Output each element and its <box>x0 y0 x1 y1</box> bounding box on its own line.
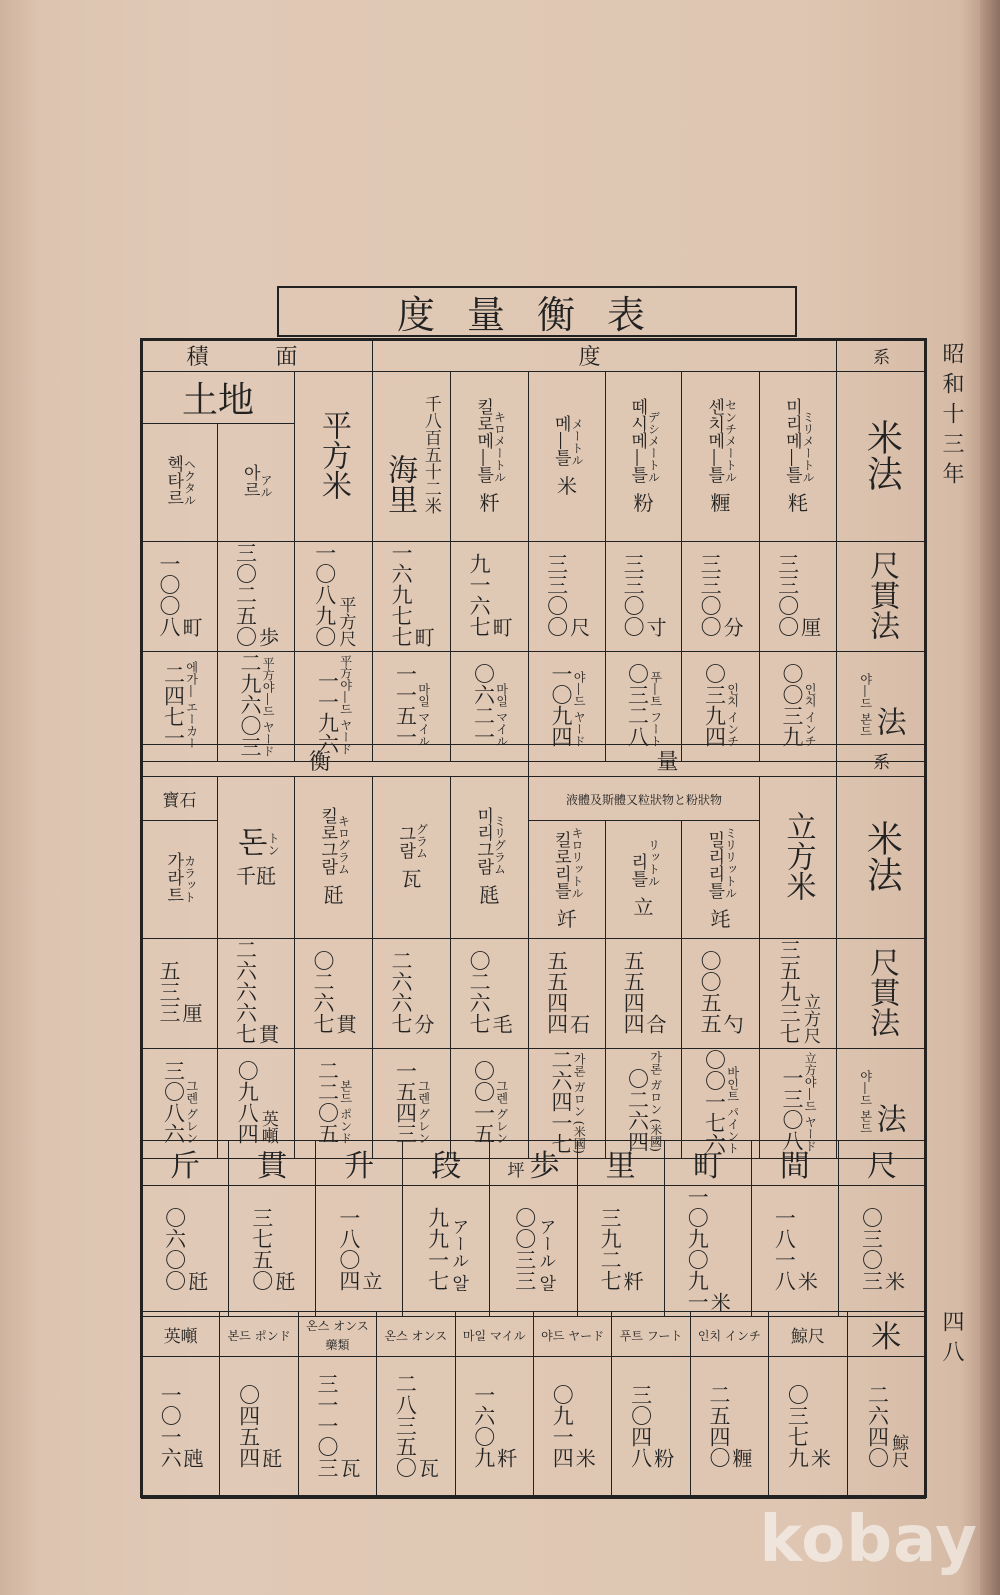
cell-ri: 三九二七粁 <box>577 1186 664 1317</box>
hdr-long-ton: 英噸 <box>142 1312 220 1357</box>
cell-l-shaku: 五五四四合 <box>606 939 682 1049</box>
cell-cm-shaku: 三三〇〇分 <box>682 542 760 652</box>
cell-ton-shaku: 二六六六七貫 <box>218 939 295 1049</box>
cell-mm-yard: 〇〇三九인치 インチ <box>760 652 837 762</box>
yard-system-label: 야―드 본드法 <box>837 652 927 762</box>
metric-system-label-2: 米法 <box>837 777 927 939</box>
col-kilometer: 킬로메―틀キロメートル 粁 <box>451 372 529 542</box>
hdr-tan: 段 <box>403 1141 490 1186</box>
hdr-troy-ounce: 온스 オンス 藥類 <box>298 1312 376 1357</box>
cell-sho: 一八〇四立 <box>316 1186 403 1317</box>
hdr-kujira: 鯨尺 <box>769 1312 847 1357</box>
cell-cm-yard: 〇三九四인치 インチ <box>682 652 760 762</box>
hdr-ken: 間 <box>751 1141 838 1186</box>
cell-mile: 一六〇九粁 <box>455 1357 533 1499</box>
group-area-header: 積 面 <box>142 340 373 372</box>
hdr-kan: 貫 <box>229 1141 316 1186</box>
cell-km-shaku: 九一六七町 <box>451 542 529 652</box>
hdr-cho: 町 <box>664 1141 751 1186</box>
cell-nm-yard: 一一五一마일 マイル <box>373 652 451 762</box>
col-milligram: 미리그람ミリグラム 瓱 <box>451 777 529 939</box>
col-meter: 메―틀メートル 米 <box>529 372 606 542</box>
col-are: 아르アル <box>218 424 295 542</box>
shakkan-conversion-table <box>141 1140 926 1317</box>
cell-sqm-shaku: 一〇八九〇平方尺 <box>295 542 373 652</box>
cell-m3-shaku: 三五九三七立方尺 <box>760 939 837 1049</box>
cell-bu: 〇〇三三アール 알 <box>490 1186 577 1317</box>
cell-kujira: 〇三七九米 <box>769 1357 847 1499</box>
cell-long-ton: 一〇一六瓲 <box>142 1357 220 1499</box>
cell-meter: 二六四〇鯨尺 <box>847 1357 925 1499</box>
col-centimeter: 센치메―틀センチメートル 糎 <box>682 372 760 542</box>
col-liter: 리틀リットル 立 <box>606 821 682 939</box>
side-page-number: 四八 <box>939 1310 964 1370</box>
cell-pound: 〇四五四瓩 <box>220 1357 298 1499</box>
weight-volume-table <box>141 744 927 1159</box>
page-title: 度量衡表 <box>396 293 677 337</box>
book-spine <box>980 0 1000 1595</box>
col-carat: 가라트カラット <box>142 821 218 939</box>
col-decimeter: 떼시메―틀デシメートル 粉 <box>606 372 682 542</box>
metric-system-label: 米法 <box>837 372 927 542</box>
cell-ken: 一八一八米 <box>751 1186 838 1317</box>
group-system-header: 系 <box>837 340 927 372</box>
title-box <box>277 286 797 337</box>
cell-ml-shaku: 〇〇五五勺 <box>682 939 760 1049</box>
cell-inch: 二五四〇糎 <box>690 1357 768 1499</box>
cell-kan: 三七五〇瓩 <box>229 1186 316 1317</box>
hdr-pound: 본드 ポンド <box>220 1312 298 1357</box>
cell-km-yard: 〇六二一마일 マイル <box>451 652 529 762</box>
cell-are-yard: 二九六〇三平方야―드 ヤード <box>218 652 295 762</box>
cell-kl-yard: 二六四一七가론 ガロン (米國) <box>529 1049 606 1159</box>
cell-are-shaku: 三〇二五〇歩 <box>218 542 295 652</box>
hdr-inch: 인치 インチ <box>690 1312 768 1357</box>
cell-ounce: 二八三五〇瓦 <box>377 1357 455 1499</box>
yard-system-label-2: 야―드 본드法 <box>837 1049 927 1159</box>
side-year: 昭和十三年 <box>939 342 964 492</box>
group-volume-header: 量 <box>529 745 837 777</box>
cell-kin: 〇六〇〇瓩 <box>142 1186 229 1317</box>
shakkan-system-label: 尺貫法 <box>837 542 927 652</box>
cell-kl-shaku: 五五四四石 <box>529 939 606 1049</box>
cell-foot: 三〇四八粉 <box>612 1357 690 1499</box>
cell-cho: 一〇九〇九一米 <box>664 1186 751 1317</box>
hdr-mile: 마일 マイル <box>455 1312 533 1357</box>
group-length-header: 度 <box>373 340 837 372</box>
hdr-yard: 야드 ヤード <box>533 1312 611 1357</box>
col-milliliter: 밀리리틀ミリリットル 竓 <box>682 821 760 939</box>
col-gem: 寶石 <box>142 777 218 821</box>
col-kiloliter: 킬로리틀キロリットル 竏 <box>529 821 606 939</box>
cell-mg-yard: 〇〇一五그렌 グレン <box>451 1049 529 1159</box>
cell-troy-ounce: 三一一〇三瓦 <box>298 1357 376 1499</box>
imperial-conversion-table <box>141 1311 926 1499</box>
cell-m-shaku: 三三〇〇尺 <box>529 542 606 652</box>
cell-mg-shaku: 〇二六七毛 <box>451 939 529 1049</box>
volume-note: 液體及斯體又粒狀物と粉狀物 <box>529 777 760 821</box>
hdr-meter: 米 <box>847 1312 925 1357</box>
cell-shaku: 〇三〇三米 <box>838 1186 925 1317</box>
col-sq-meter: 平方米 <box>295 372 373 542</box>
col-hectare: 헥타르ヘクタル <box>142 424 218 542</box>
cell-dm-shaku: 三三〇〇寸 <box>606 542 682 652</box>
cell-kg-yard: 二二〇五본드 ポンド <box>295 1049 373 1159</box>
cell-mm-shaku: 三三〇〇厘 <box>760 542 837 652</box>
hdr-ri: 里 <box>577 1141 664 1186</box>
length-area-table <box>141 339 927 762</box>
hdr-ounce: 온스 オンス <box>377 1312 455 1357</box>
cell-ml-yard: 〇〇一七六바인트 パイント <box>682 1049 760 1159</box>
watermark-logo: kobay <box>759 1503 978 1577</box>
cell-g-yard: 一五四三그렌 グレン <box>373 1049 451 1159</box>
col-millimeter: 미리메―틀ミリメートル 粍 <box>760 372 837 542</box>
cell-carat-shaku: 五三三厘 <box>142 939 218 1049</box>
cell-m3-yard: 一三〇八立方야―드 ヤード <box>760 1049 837 1159</box>
cell-tan: 九九一七アール 알 <box>403 1186 490 1317</box>
cell-hectare-shaku: 一〇〇八町 <box>142 542 218 652</box>
hdr-shaku: 尺 <box>838 1141 925 1186</box>
cell-ton-yard: 〇九八四英噸 <box>218 1049 295 1159</box>
cell-dm-yard: 〇三二八푸―트 フート <box>606 652 682 762</box>
col-gram: 그람グラム 瓦 <box>373 777 451 939</box>
cell-carat-yard: 三〇八六그렌 グレン <box>142 1049 218 1159</box>
cell-nm-shaku: 一六九七七町 <box>373 542 451 652</box>
hdr-foot: 푸트 フート <box>612 1312 690 1357</box>
cell-sqm-yard: 一一九六平方야―드 ヤード <box>295 652 373 762</box>
col-nautical-mile: 海里 千八百五十二米 <box>373 372 451 542</box>
cell-hectare-yard: 二四七一에가― エーカー <box>142 652 218 762</box>
cell-g-shaku: 二六六七分 <box>373 939 451 1049</box>
shakkan-system-label-2: 尺貫法 <box>837 939 927 1049</box>
col-kilogram: 킬로그람キログラム 瓩 <box>295 777 373 939</box>
col-land: 土地 <box>142 372 295 424</box>
cell-m-yard: 一〇九四야―드 ヤード <box>529 652 606 762</box>
cell-yard: 〇九一四米 <box>533 1357 611 1499</box>
group-system-header-2: 系 <box>837 745 927 777</box>
hdr-sho: 升 <box>316 1141 403 1186</box>
cell-kg-shaku: 〇二六七貫 <box>295 939 373 1049</box>
hdr-kin: 斤 <box>142 1141 229 1186</box>
group-weight-header: 衡 <box>142 745 529 777</box>
hdr-bu: 坪 歩 <box>490 1141 577 1186</box>
cell-l-yard: 〇二六四가론 ガロン (米國) <box>606 1049 682 1159</box>
col-ton: 돈トン 千瓩 <box>218 777 295 939</box>
col-cubic-meter: 立方米 <box>760 777 837 939</box>
